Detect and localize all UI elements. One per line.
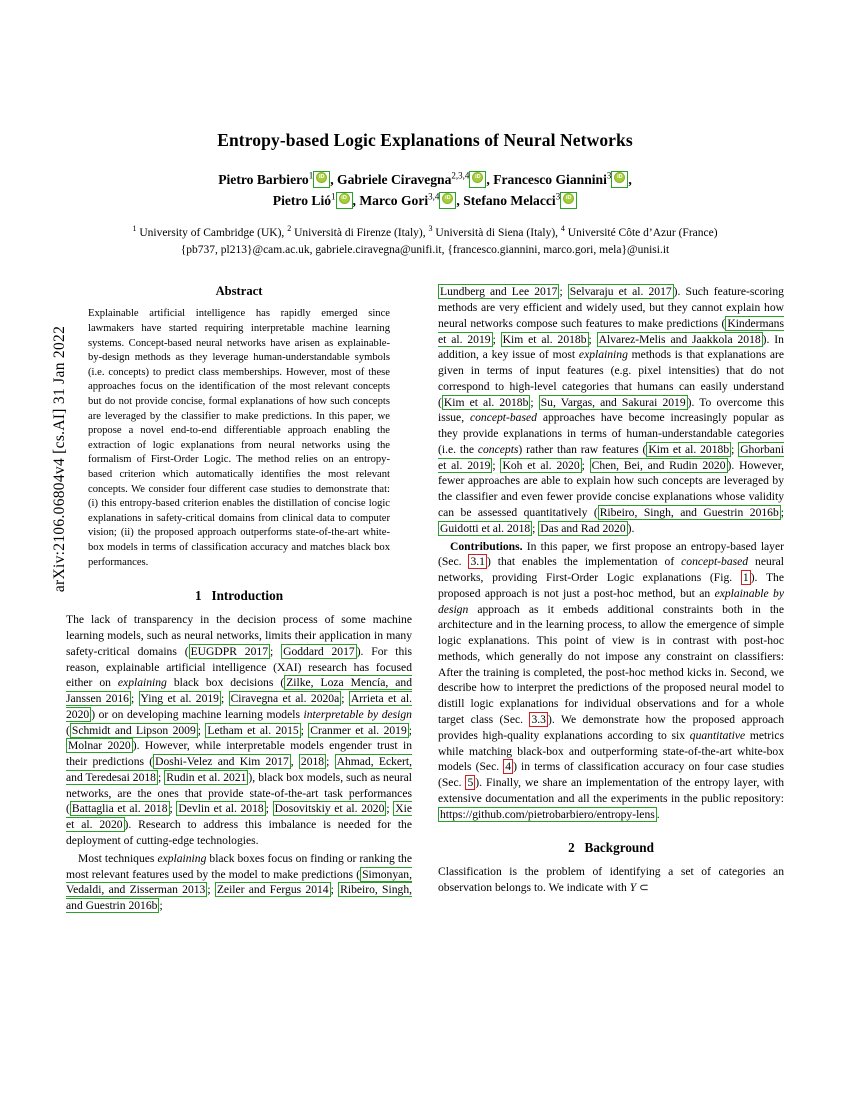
citation-link[interactable]: Kim et al. 2018b	[648, 442, 730, 456]
background-paragraph-1: Classification is the problem of identifying a set of categories an observation belongs to. We indicate with Y ⊂	[438, 865, 784, 895]
author-affil-marker: 2,3,4	[451, 170, 470, 181]
citation-link[interactable]: Rudin et al. 2021	[166, 770, 247, 784]
citation-link[interactable]: Das and Rad 2020	[540, 521, 626, 535]
orcid-icon	[472, 172, 483, 183]
author-name: Francesco Giannini	[493, 172, 607, 187]
citation-link[interactable]: Kindermans et al. 2019	[438, 316, 784, 346]
citation-link[interactable]: Su, Vargas, and Sakurai 2019	[540, 395, 686, 409]
affil-marker: 1	[132, 224, 137, 234]
two-column-body	[66, 284, 784, 914]
citation-link[interactable]: Ying et al. 2019	[140, 692, 219, 706]
cross-reference-link[interactable]: 4	[505, 760, 512, 774]
citation-link[interactable]: Letham et al. 2015	[207, 723, 299, 737]
author-line-1: Pietro Barbiero$^1$ iD , Gabriele Ciravegna$^{2,3,4}$ iD , Francesco Giannini$^3$ iD ,	[66, 169, 784, 190]
author-name: Gabriele Ciravegna	[337, 172, 452, 187]
intro-paragraph-2: Most techniques explaining black boxes focus on finding or ranking the most relevant features used by the model to make predictions ( Simonyan, Vedaldi, and Zisserman 2013 ; Zeiler and Fergus 2014 ; Ribeiro, Singh, and Guestrin 2016b ;	[66, 851, 413, 913]
citation-link[interactable]: EUGDPR 2017	[190, 644, 268, 658]
emphasis-text: interpretable by design	[303, 707, 412, 721]
section-title: Introduction	[211, 588, 284, 604]
affil-marker: 4	[560, 224, 565, 234]
emphasis-text: quantitative	[689, 728, 746, 742]
orcid-link[interactable]	[313, 171, 330, 188]
author-affil-marker: 3,4	[428, 191, 440, 202]
orcid-icon	[442, 193, 453, 204]
author-name: Marco Gori	[359, 193, 429, 209]
arxiv-stamp: arXiv:2106.06804v4 [cs.AI] 31 Jan 2022	[51, 325, 68, 593]
citation-link[interactable]: Ghorbani et al. 2019	[438, 442, 784, 472]
affiliation-line: $^1$ University of Cambridge (UK), $^2$ Università di Firenze (Italy), $^3$ Università di Siena (Italy), $^4$ Université Côte d’Azur (France)	[132, 224, 718, 239]
cross-reference-link[interactable]: 3.1	[470, 555, 485, 569]
citation-link[interactable]: Schmidt and Lipson 2009	[71, 723, 196, 737]
cross-reference-link[interactable]: 3.3	[531, 712, 546, 726]
right-paragraph-1: Lundberg and Lee 2017 ; Selvaraju et al. 2017 ). Such feature-scoring methods are very efficient and widely used, but they cannot explain how neural networks compose such features to make predictions ( Kindermans et al. 2019 ; Kim et al. 2018b ; Alvarez-Melis and Jaakkola 2018 ). In addition, a key issue of most explaining methods is that explanations are given in terms of input features (e.g. pixel intensities) that do not correspond to high-level categories that humans can easily understand ( Kim et al. 2018b ; Su, Vargas, and Sakurai 2019 ). To overcome this issue, concept-based approaches have become increasingly popular as they provide explanations in terms of human-understandable categories (i.e. the concepts) rather than raw features ( Kim et al. 2018b ; Ghorbani et al. 2019 ; Koh et al. 2020 ; Chen, Bei, and Rudin 2020 ). However, fewer approaches are able to explain how such concepts are leveraged by the classifier and even fewer provide concise explanations whose validity can be assessed quantitatively ( Ribeiro, Singh, and Guestrin 2016b ; Guidotti et al. 2018 ; Das and Rad 2020 ).	[438, 285, 785, 535]
orcid-icon	[316, 172, 327, 183]
citation-link[interactable]: Ribeiro, Singh, and Guestrin 2016b	[599, 506, 779, 520]
citation-link[interactable]: Guidotti et al. 2018	[440, 521, 531, 535]
citation-link[interactable]: Zeiler and Fergus 2014	[216, 883, 329, 897]
section-number: 1	[194, 588, 202, 604]
orcid-icon	[563, 193, 574, 204]
citation-link[interactable]: Cranmer et al. 2019	[310, 723, 407, 737]
emphasis-text: concept-based	[469, 411, 537, 425]
orcid-link[interactable]	[336, 192, 353, 209]
citation-link[interactable]: Kim et al. 2018b	[443, 395, 529, 409]
author-affil-marker: 1	[331, 191, 336, 202]
section-number: 2	[568, 840, 575, 856]
emphasis-text: explainable by design	[438, 586, 784, 616]
citation-link[interactable]: Dosovitskiy et al. 2020	[274, 802, 385, 816]
orcid-link[interactable]	[611, 171, 628, 188]
citation-link[interactable]: Chen, Bei, and Rudin 2020	[591, 458, 726, 472]
citation-link[interactable]: Zilke, Loza Mencía, and Janssen 2016	[66, 676, 412, 706]
author-line-2: Pietro Lió$^1$ iD , Marco Gori$^{3,4}$ iD , Stefano Melacci$^3$iD	[66, 190, 784, 211]
orcid-link[interactable]	[439, 192, 456, 209]
citation-link[interactable]: Molnar 2020	[68, 739, 131, 753]
citation-link[interactable]: Simonyan, Vedaldi, and Zisserman 2013	[66, 867, 412, 897]
section-heading-background	[438, 840, 784, 856]
contributions-paragraph	[438, 539, 784, 823]
left-column	[66, 284, 412, 914]
author-list	[66, 169, 784, 211]
contributions-lead: Contributions.	[450, 539, 523, 553]
emphasis-text: explaining	[117, 676, 167, 690]
author-name: Stefano Melacci	[463, 193, 556, 209]
citation-link[interactable]: 2018	[300, 755, 325, 769]
citation-link[interactable]: Lundberg and Lee 2017	[440, 285, 558, 299]
orcid-icon	[339, 193, 350, 204]
emphasis-text: explaining	[578, 348, 628, 362]
author-name: Pietro Lió	[272, 193, 332, 209]
affil-marker: 2	[287, 224, 292, 234]
external-url-link[interactable]: https://github.com/pietrobarbiero/entropy-lens	[440, 807, 655, 821]
citation-link[interactable]: Ahmad, Eckert, and Teredesai 2018	[66, 755, 413, 784]
author-affil-marker: 3	[606, 170, 612, 181]
citation-link[interactable]: Koh et al. 2020	[502, 458, 580, 472]
citation-link[interactable]: Ciravegna et al. 2020a	[230, 692, 340, 706]
section-title: Background	[584, 840, 654, 856]
emphasis-text: explaining	[157, 851, 207, 865]
cross-reference-link[interactable]: 1	[742, 571, 749, 585]
author-affil-marker: 1	[308, 170, 314, 181]
citation-link[interactable]: Doshi-Velez and Kim 2017	[155, 755, 289, 769]
intro-paragraph-1: The lack of transparency in the decision process of some machine learning models, such as neural networks, limits their application in many safety-critical domains ( EUGDPR 2017 ; Goddard 2017 ). For this reason, explainable artificial intelligence (XAI) research has focused either on explaining black box decisions ( Zilke, Loza Mencía, and Janssen 2016 ; Ying et al. 2019 ; Ciravegna et al. 2020a ; Arrieta et al. 2020 ) or on developing machine learning models interpretable by design ( Schmidt and Lipson 2009 ; Letham et al. 2015 ; Cranmer et al. 2019 ; Molnar 2020 ). However, while interpretable models engender trust in their predictions ( Doshi-Velez and Kim 2017 , 2018 ; Ahmad, Eckert, and Teredesai 2018 ; Rudin et al. 2021 ), black box models, such as neural networks, are the ones that provide state-of-the-art task performances ( Battaglia et al. 2018 ; Devlin et al. 2018 ; Dosovitskiy et al. 2020 ; Xie et al. 2020 ). Research to address this imbalance is needed for the deployment of cutting-edge technologies.	[66, 613, 413, 847]
author-name: Pietro Barbiero	[218, 172, 309, 187]
orcid-link[interactable]	[469, 171, 486, 188]
affil-marker: 3	[428, 224, 433, 234]
citation-link[interactable]: Selvaraju et al. 2017	[569, 285, 672, 299]
citation-link[interactable]: Alvarez-Melis and Jaakkola 2018	[598, 332, 761, 346]
citation-link[interactable]: Xie et al. 2020	[66, 802, 413, 832]
emphasis-text: concepts	[477, 442, 519, 456]
affiliations	[66, 223, 784, 258]
emphasis-text: Y	[629, 881, 637, 895]
orcid-icon	[614, 172, 625, 183]
citation-link[interactable]: Goddard 2017	[283, 644, 355, 658]
citation-link[interactable]: Battaglia et al. 2018	[71, 802, 168, 816]
cross-reference-link[interactable]: 5	[467, 776, 474, 790]
citation-link[interactable]: Ribeiro, Singh, and Guestrin 2016b	[66, 883, 413, 913]
contributions-text: In this paper, we first propose an entropy-based layer (Sec. 3.1 ) that enables the implementation of concept-based neural networks, providing First-Order Logic explanations (Fig. 1 ). The proposed approach is not just a post-hoc method, but an explainable by design approach as it embeds additional constraints both in the architecture and in the learning process, to allow the emergence of simple logic explanations. This point of view is in contrast with post-hoc methods, which generally do not impose any constraint on classifiers: After the training is completed, the post-hoc method kicks in. Second, we describe how to interpret the predictions of the proposed neural model to distill logic explanations for individual observations and for a whole target class (Sec. 3.3 ). We demonstrate how the proposed approach provides high-quality explanations according to six quantitative metrics while matching black-box and outperforming state-of-the-art white-box models (Sec. 4 ) in terms of classification accuracy on four case studies (Sec. 5 ). Finally, we share an implementation of the entropy layer, with extensive documentation and all the experiments in the public repository: https://github.com/pietrobarbiero/entropy-lens .	[438, 539, 784, 821]
citation-link[interactable]: Arrieta et al. 2020	[66, 692, 412, 721]
affiliation-emails: {pb737, pl213}@cam.ac.uk, gabriele.ciravegna@unifi.it, {francesco.giannini, marco.gori, mela}@unisi.it	[180, 243, 670, 256]
orcid-link[interactable]	[560, 192, 577, 209]
citation-link[interactable]: Devlin et al. 2018	[178, 802, 264, 816]
page-title: Entropy-based Logic Explanations of Neural Networks	[217, 130, 633, 150]
abstract-text: Explainable artificial intelligence has rapidly emerged since lawmakers have started requiring interpretable machine learning systems. Concept-based neural networks have arisen as explainable-by-design methods as they leverage human-understandable symbols (i.e. concepts) to predict class memberships. However, most of these approaches focus on the identification of the most relevant concepts but do not provide concise, formal explanations of how such concepts are leveraged by the classifier to make predictions. In this paper, we propose a novel end-to-end differentiable approach enabling the extraction of logic explanations from neural networks using the formalism of First-Order Logic. The method relies on an entropy-based criterion which automatically identifies the most relevant concepts. We consider four different case studies to demonstrate that: (i) this entropy-based criterion enables the distillation of concise logic explanations in safety-critical domains from clinical data to computer vision; (ii) the proposed approach outperforms state-of-the-art white-box models in terms of classification accuracy and matches black box performances.	[88, 308, 390, 568]
abstract-heading: Abstract	[215, 284, 263, 299]
emphasis-text: concept-based	[681, 555, 749, 569]
section-heading-introduction	[66, 588, 412, 604]
author-affil-marker: 3	[555, 191, 561, 202]
citation-link[interactable]: Kim et al. 2018b	[502, 332, 587, 346]
paper-content	[66, 0, 784, 914]
right-column	[438, 284, 784, 914]
